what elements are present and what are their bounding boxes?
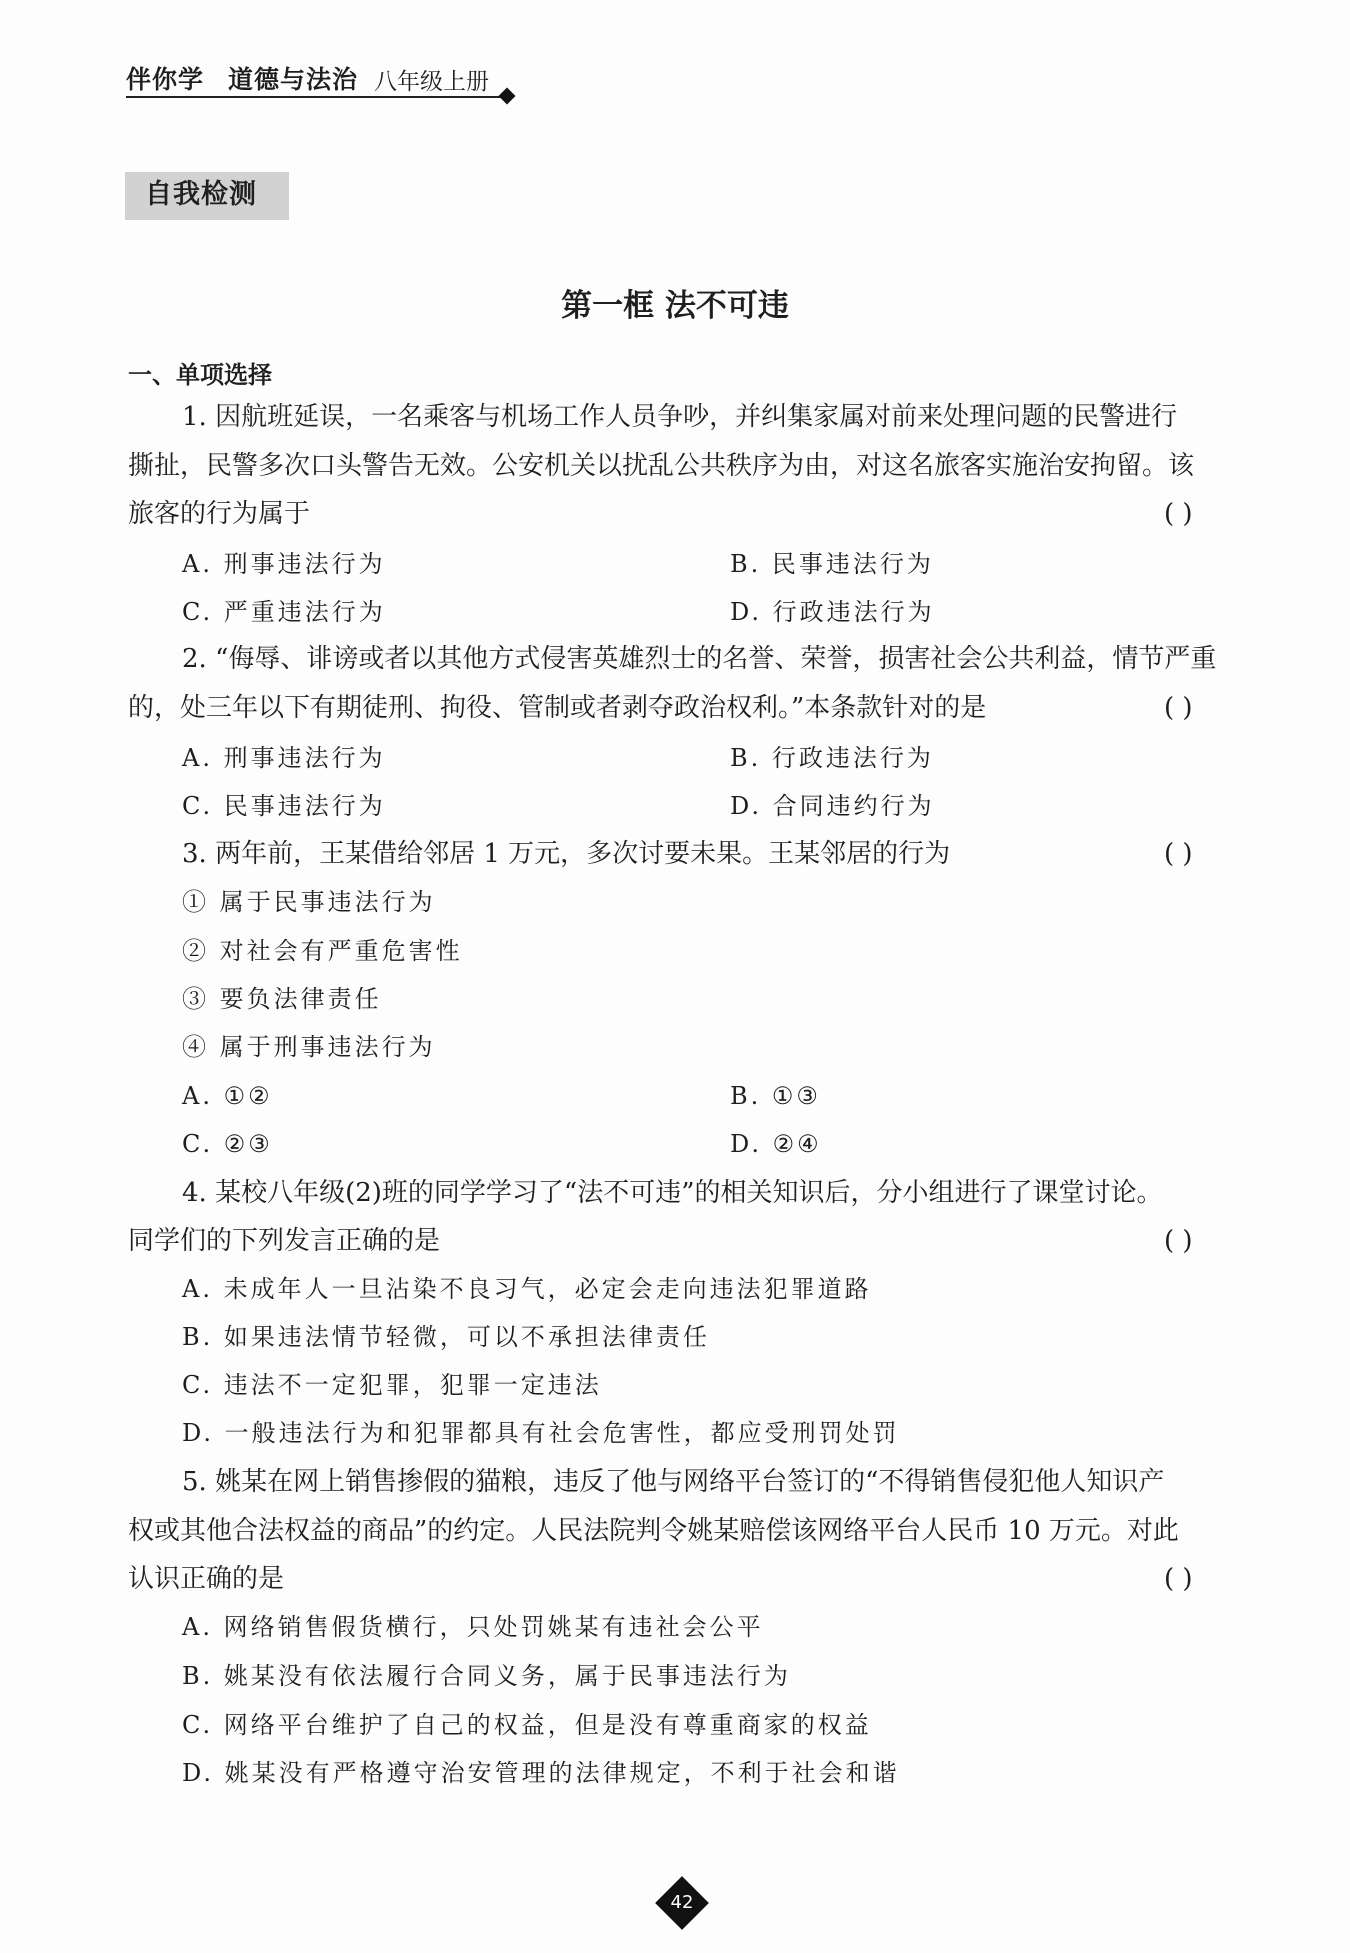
q3-statement-1: ① 属于民事违法行为 bbox=[182, 888, 436, 916]
q1-option-c: C. 严重违法行为 bbox=[182, 598, 386, 626]
q5-option-a: A. 网络销售假货横行，只处罚姚某有违社会公平 bbox=[182, 1613, 764, 1641]
running-header bbox=[126, 62, 489, 96]
question-3-line-1: 3. 两年前，王某借给邻居 1 万元，多次讨要未果。王某邻居的行为 bbox=[182, 839, 951, 869]
question-1-line-1: 1. 因航班延误，一名乘客与机场工作人员争吵，并纠集家属对前来处理问题的民警进行 bbox=[182, 402, 1178, 432]
q2-option-a: A. 刑事违法行为 bbox=[182, 744, 386, 772]
q5-option-d: D. 姚某没有严格遵守治安管理的法律规定，不利于社会和谐 bbox=[182, 1759, 900, 1787]
question-2-line-2: 的，处三年以下有期徒刑、拘役、管制或者剥夺政治权利。”本条款针对的是 bbox=[128, 693, 987, 723]
question-5-line-1: 5. 姚某在网上销售掺假的猫粮，违反了他与网络平台签订的“不得销售侵犯他人知识产 bbox=[182, 1467, 1165, 1497]
q4-option-a: A. 未成年人一旦沾染不良习气，必定会走向违法犯罪道路 bbox=[182, 1275, 872, 1303]
question-5-line-2: 权或其他合法权益的商品”的约定。人民法院判令姚某赔偿该网络平台人民币 10 万元。对此 bbox=[128, 1516, 1179, 1546]
q1-option-a: A. 刑事违法行为 bbox=[182, 550, 386, 578]
q4-option-c: C. 违法不一定犯罪，犯罪一定违法 bbox=[182, 1371, 602, 1399]
q5-option-b: B. 姚某没有依法履行合同义务，属于民事违法行为 bbox=[182, 1662, 791, 1690]
answer-blank-1[interactable]: ( ) bbox=[1164, 499, 1193, 529]
subject-title: 道德与法治 bbox=[228, 65, 359, 94]
q2-option-b: B. 行政违法行为 bbox=[730, 744, 934, 772]
q3-option-c: C. ②③ bbox=[182, 1130, 273, 1158]
question-1-line-2: 撕扯，民警多次口头警告无效。公安机关以扰乱公共秩序为由，对这名旅客实施治安拘留。该 bbox=[128, 451, 1195, 481]
q3-option-b: B. ①③ bbox=[730, 1082, 821, 1110]
answer-blank-5[interactable]: ( ) bbox=[1164, 1564, 1193, 1594]
q2-option-c: C. 民事违法行为 bbox=[182, 792, 386, 820]
grade-label: 八年级上册 bbox=[374, 69, 490, 95]
question-2-line-1: 2. “侮辱、诽谤或者以其他方式侵害英雄烈士的名誉、荣誉，损害社会公共利益，情节严重 bbox=[182, 644, 1217, 674]
q3-option-d: D. ②④ bbox=[730, 1130, 822, 1158]
question-1-line-3: 旅客的行为属于 bbox=[128, 499, 311, 529]
question-4-line-1: 4. 某校八年级(2)班的同学学习了“法不可违”的相关知识后，分小组进行了课堂讨论。 bbox=[182, 1178, 1163, 1208]
q4-option-d: D. 一般违法行为和犯罪都具有社会危害性，都应受刑罚处罚 bbox=[182, 1419, 900, 1447]
question-5-line-3: 认识正确的是 bbox=[128, 1564, 285, 1594]
q5-option-c: C. 网络平台维护了自己的权益，但是没有尊重商家的权益 bbox=[182, 1711, 872, 1739]
part-title: 一、单项选择 bbox=[128, 361, 272, 389]
q1-option-d: D. 行政违法行为 bbox=[730, 598, 935, 626]
section-label: 自我检测 bbox=[125, 172, 289, 220]
q3-statement-4: ④ 属于刑事违法行为 bbox=[182, 1033, 436, 1061]
q2-option-d: D. 合同违约行为 bbox=[730, 792, 935, 820]
header-rule bbox=[126, 96, 506, 98]
lesson-title: 第一框 法不可违 bbox=[561, 288, 789, 324]
q3-statement-2: ② 对社会有严重危害性 bbox=[182, 937, 463, 965]
q3-option-a: A. ①② bbox=[182, 1082, 273, 1110]
answer-blank-2[interactable]: ( ) bbox=[1164, 693, 1193, 723]
page-number: 42 bbox=[670, 1892, 694, 1913]
q3-statement-3: ③ 要负法律责任 bbox=[182, 985, 382, 1013]
q1-option-b: B. 民事违法行为 bbox=[730, 550, 934, 578]
book-title: 伴你学 bbox=[126, 65, 205, 94]
header-diamond-ornament bbox=[499, 88, 516, 105]
question-4-line-2: 同学们的下列发言正确的是 bbox=[128, 1226, 441, 1256]
answer-blank-4[interactable]: ( ) bbox=[1164, 1226, 1193, 1256]
answer-blank-3[interactable]: ( ) bbox=[1164, 839, 1193, 869]
q4-option-b: B. 如果违法情节轻微，可以不承担法律责任 bbox=[182, 1323, 710, 1351]
